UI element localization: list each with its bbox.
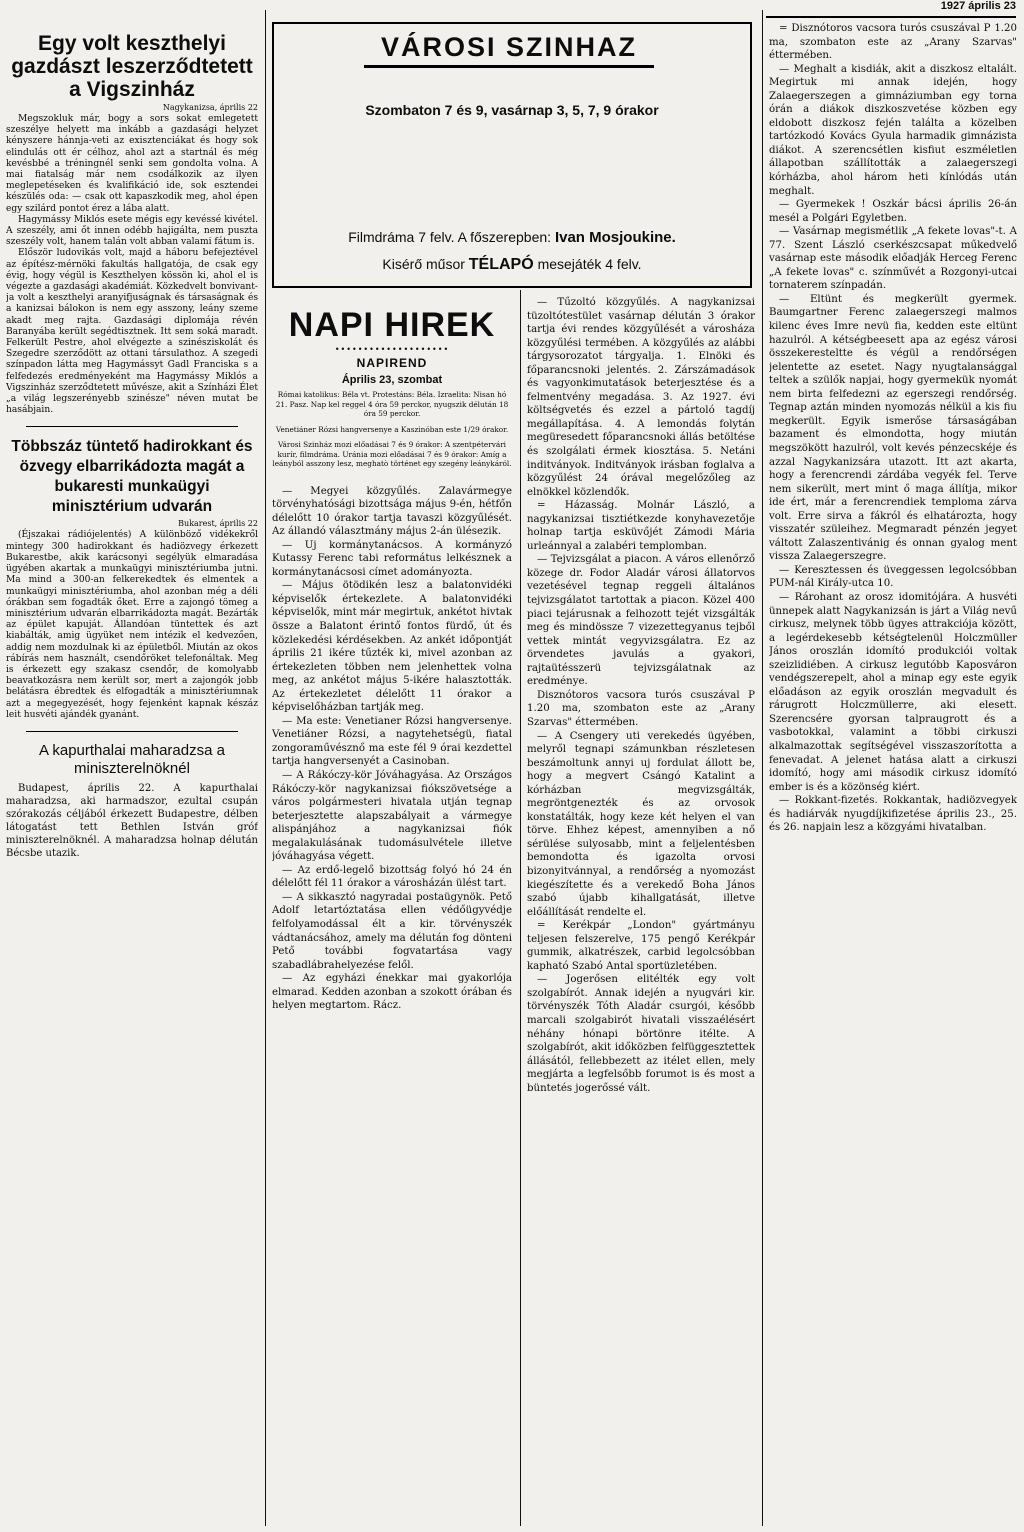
ad-support-line [274, 256, 750, 274]
news-item: — Rárohant az orosz idomitójára. A husvéti ünnepek alatt Nagykanizsán is járt a Világ nevű cirkusz, melynek több ügyes attrakciója között, a legérdekesebb kétségtelenül Holczmüller János oroszlán idomító produkciói voltak szeizlidiében. A cirkusz legutóbb Kaposváron vendégszerepelt, ahol a minap egy este egyik előadáson az egyik oroszlán megvadult és rárugrott Holczmüllerre, aki elesett. Szerencsére gyorsan talpraugrott és a vasbotokkal, valamint a többi cirkuszi alkalmazottak segítségével visszaszorította a fenevadat. A jelenet hatása alatt a cirkuszi idomító, hogy ami második cirkusz idomító ember is és a közönség kiért. [769, 591, 1017, 793]
news-item: — Tejvizsgálat a piacon. A város ellenőrző közege dr. Fodor Aladár városi állatorvos vezetésével tegnap reggeli általános tejvizsgálatot tartottak a piacon. Közel 400 piaci tejárusnak a felhozott tejét vizsgálták meg és mindössze 7 vizezettegyanus tejből vettek mintát vegyvizsgálatra. Ez az örvendetes javulás a gyakori, rajtaütésszerü tejvizsgálatnak az eredménye. [527, 554, 755, 688]
news-item: — Az egyházi énekkar mai gyakorlója elmarad. Kedden azonban a szokott órában és helyen megtartom. Rácz. [272, 973, 512, 1012]
article-title: Egy volt keszthelyi gazdászt leszerződtetett a Vigszinház [11, 32, 253, 101]
article-paragraph: Budapest, április 22. A kapurthalai maharadzsa, aki harmadszor, ezultal csupán szórakozás céljából érkezett Budapestre, délben látogatást tett Bethlen István gróf miniszterelnöknél. A maharadzsa holnap délután Bécsbe utazik. [6, 782, 258, 859]
news-item: — A sikkasztó nagyradai postaügynök. Pető Adolf letartóztatása ellen védőügyvédje felfolyamodással élt a kir. törvényszék vádtanácsához, amely ma délután fog dönteni Pető további fogvatartása vagy szabadlábrahelyezése felől. [272, 891, 512, 971]
news-item: — Vasárnap megismétlik „A fekete lovas"-t. A 77. Szent László cserkészcsapat műkedvelő vasárnap este második előadják Herceg Ferenc „A fekete lovas" c. színművét a Rozgonyi-utcai tornaterem színpadán. [769, 226, 1017, 292]
cinema-advertisement [272, 22, 752, 288]
article-paragraph: Először ludovikás volt, majd a háboru befejeztével az építész-mérnöki fakultás hallgatója, de csak egy évig, hogy végül is Keszthelyen kössön ki, ahol el is végezte a gazdasági akadémiát. Közkedvelt bonvivant-ja volt a keszthelyi aranyifjuságnak és társaságnak és a kanizsai bálokon is nem egy asszony, leány szeme akadt meg rajta. Gazdasági diplomája révén Baranyába került segédtisztnek. Itt sem soká maradt. Felkerült Pestre, ahol elvégezte a szinésziskolát és Szegedre szerződött az ottani társulathoz. A szegedi színpadon látta meg Hagymássyt Gadl Franciska s a felfedezés eredményeként ma Hagymássy Miklós a Vigszinház szerződtetett művésze, akit a Színházi Élet „a világ legszerényebb szinésze" néven mutat be hasábjain. [6, 248, 258, 416]
ad-title: VÁROSI SZINHAZ [364, 32, 654, 68]
column-1 [6, 32, 258, 1532]
column-3 [527, 296, 755, 1532]
news-item: — Ma este: Venetianer Rózsi hangversenye. Venetiáner Rózsi, a nagytehetségü, fiatal zongoraművésznő ma este fél 9 órai kezdettel tartja hangversenyét a Casinoban. [272, 715, 512, 768]
column-rule [265, 10, 266, 1526]
column-4 [769, 22, 1017, 1532]
concert-text: Venetiáner Rózsi hangversenye a Kaszinóban este 1/29 órakor. [275, 424, 509, 434]
news-item: = Házasság. Molnár László, a nagykanizsai tisztiétkezde konyhavezetője holnap tartja esküvőjét Zámodi Mária urleánnyal a zalabéri templomban. [527, 500, 755, 552]
news-item: — Keresztessen és üveggessen legolcsóbban PUM-nál Király-utca 10. [769, 564, 1017, 590]
naprend-date: Április 23, szombat [341, 374, 443, 386]
news-item: = Disznótoros vacsora turós csuszával P 1.20 ma, szombaton este az „Arany Szarvas" éttermében. [769, 23, 1017, 62]
news-item: — Az erdő-legelő bizottság folyó hó 24 én délelőtt fél 11 órakor a városházán ülést tart. [272, 864, 512, 890]
news-item: — Jogerősen elitélték egy volt szolgabírót. Annak idején a nyugvári kir. törvényszék Tóth Aladár csurgói, később marcali szolgabirót hivatali visszaélésért néhány hónapi börtönre itélte. A szolgabírót, akit időközben felfüggesztettek állásától, fellebbezett az itélet ellen, mely megjárta a legfelsőbb forumot is és most a büntetés jogerőssé vált. [527, 974, 755, 1094]
news-item: = Kerékpár „London" gyártmányu teljesen felszerelve, 175 pengő Kerékpár gummik, alkatrészek, carbid legolcsóbban kapható Szabó Antal sportüzletében. [527, 920, 755, 972]
news-item: — A Csengery uti verekedés ügyében, melyről tegnapi számunkban részletesen beszámoltunk annyi uj fordulat állott be, hogy a megvert Csángó Katalint a kórházban megvizsgálták, megröntgenezték és az orvosok konstatálták, hogy keze két helyen el van törve. Ehhez képest, amennyiben a nő sérülése sulyosabb, mint a feljelentésben bemondotta és igazolta orvosi bizonyitvánnyal, a rendőrség a nyomozást kiegészítette és a verekedő Boha János szabó újabb kihallgatását, illetve előállítását rendelte el. [527, 730, 755, 918]
naprend-title: NAPIREND [356, 356, 428, 370]
news-item: — Május ötödikén lesz a balatonvidéki képviselők értekezlete. A balatonvidéki képviselők, mint már megirtuk, ankétot hivtak össze a Balatont érintő fontos fürdő, út és közlekedési kérdésekben. Az ankét időpontját április 21 ikére tűzték ki, mivel azonban az értekezleten többen nem jelenhettek volna meg, az ankétot május 5-ikére halasztották. Az értekezletet délelőtt 11 órakor a képviselőházban tartják meg. [272, 580, 512, 714]
article-byline: Bukarest, április 22 [178, 519, 258, 529]
article-separator [26, 731, 238, 732]
section-title: NAPI HIREK [288, 306, 496, 344]
ad-film-prefix: Filmdráma 7 felv. A főszerepben: [348, 229, 552, 245]
news-item: Disznótoros vacsora turós csuszával P 1.20 ma, szombaton este az „Arany Szarvas" éttermében. [527, 689, 755, 728]
ad-support-prefix: Kisérő műsor [382, 256, 465, 272]
news-item: — Gyermekek ! Oszkár bácsi április 26-án mesél a Polgári Egyletben. [769, 199, 1017, 224]
article-title: A kapurthalai maharadzsa a miniszterelnöknél [39, 741, 225, 777]
news-item: — Rokkant-fizetés. Rokkantak, hadiözvegyek és hadiárvák nyugdíjkifizetése április 23., 25. és 26. napjain lesz a közgyámi hivatalban. [769, 795, 1017, 834]
news-item: — Uj kormánytanácsos. A kormányzó Kutassy Ferenc tabi református lelkésznek a kormánytanácsosi címet adományozta. [272, 539, 512, 578]
calendar-text: Római katolikus: Béla vt. Protestáns: Béla. Izraelita: Nisan hó 21. Pasz. Nap kel reggel 4 óra 59 perckor, nyugszik délután 18 óra 59 perckor. [275, 390, 509, 418]
news-item: — Eltünt és megkerült gyermek. Baumgartner Ferenc zalaegerszegi malmos kilenc éves Imre nevü fia, kedden este eltünt hazulról. A kétségbeesett apa az egész városi összekeresteltte és végül a rendőrségen jelentette az esetet. Nagy nyugtalansággal teltek a szülők napjai, hogy gyermekük nyomát nem birta felfedezni az egerszegi rendőrség. Tegnap aztán minden nyomozás nélkül a kis fiu megkerült. Egyik ismerőse társaságában bazament és elmondotta, hogy miután megszökött hazulról, volt kevés pénzecskéje és azzal Nagykanizsára utazott. Itt azt akarta, hogy a ferencrendi zárdába vegyék fel. Terve nem sikerült, mert mint ő maga állítja, mikor ide ért, már a ferencrendiek temploma zárva volt. Erre sirva a fákról és elhatározta, hogy visszatér szüleihez. Megmaradt pénzén jegyet váltott Zalaszentivánig és onnan gyalog ment vissza Zalaegerszegre. [769, 293, 1017, 563]
ad-support-title: TÉLAPÓ [468, 256, 534, 273]
article-paragraph: Megszokluk már, bogy a sors sokat emlegetett szeszélye helyett ma inkább a gazdasági helyzet kényszere hánnja-veti az exisztenciákat és hogy sok elindulás ott ér célhoz, ahol azt a startnál és még kevésbbé a tréningnél senki sem gondolta volna. A mai fiatalság már nem csodálkozik az ilyen meglepetéseken és kvalifikáció ide, sok esztendei készülés oda: — csak ott kapaszkodik meg, ahol épen egy szilárd pontot érez a lába alatt. [6, 114, 258, 214]
ad-support-suffix: mesejáték 4 felv. [537, 256, 642, 272]
article-paragraph: (Éjszakai rádiójelentés) A különböző vidékekről mintegy 300 hadirokkant és hadiözvegy érkezett Bukarestbe, akik karácsonyi segélyük elmaradása ügyében akartak a munkaügyi minisztériumba jutni. Ma mind a 300-an felkerekedtek és elmentek a munkaügyi minisztériumba, ahol azonban még a déli órákban sem fogadták őket. Erre a zajongó tömeg a minisztérium udvarán elbarrikádozta magát. Bezárták az épület kapuját. Állandóan tüntettek és azt kiabálták, amig ügyüket nem intézik el kedvezően, addig nem mozdulnak ki az épületből. Miután az okos rábírás nem használt, csendőröket telefonáltak. Meg is érkezett egy szakasz csendőr, de komolyabb beavatkozásra nem került sor, mert a zajongók jobb belátásra ébredtek és elfogadták a minisztériumnak azt a megegyezését, hogy fejenként kapnak készáz leit husvéti ajándék gyanánt. [6, 530, 258, 720]
news-item: — A Rákóczy-kör Jóváhagyása. Az Országos Rákóczy-kör nagykanizsai fiókszövetsége a város polgármesteri hivatala utján tegnap beterjesztette alapszabályait a vármegye alispánjához a nagykanizsai fiók megalakulásának tudomásulvétele illetve jóváhagyása végett. [272, 769, 512, 863]
cinema-text: Városi Szinház mozi előadásai 7 és 9 órakor: A szentpétervári kurír, filmdráma. Uránia mozi előadásai 7 és 9 órakor: Amíg a leányból asszony lesz, meghatò történet egy szegény leánykáról. [272, 440, 512, 468]
news-item: — Meghalt a kisdiák, akit a diszkosz eltalált. Megirtuk mi annak idején, hogy Zalaegerszegen a gimnáziumban egy torna órán a diákok diszkoszvetése közben egy eldobott diszkosz fején találta a közelben tartózkodó Kovács Gyula harmadik gimnázista diákot. A szerencsétlen kisfiut eszméletlen állapotban szállították a zalaegerszegi kórházba, ahol három heti kínlódás után meghalt. [769, 63, 1017, 197]
ad-film-star: Ivan Mosjoukine. [554, 229, 676, 246]
article-title: Többszáz tüntető hadirokkant és özvegy elbarrikádozta magát a bukaresti munkaügyi minisztérium udvarán [11, 438, 253, 516]
ad-schedule: Szombaton 7 és 9, vasárnap 3, 5, 7, 9 órakor [365, 102, 659, 118]
article-paragraph: Hagymássy Miklós esete mégis egy kevéssé kivétel. A szeszély, ami őt innen odébb hajigálta, nem puszta szeszély volt, hanem talán volt abban valami fátum is. [6, 214, 258, 248]
column-2 [272, 300, 512, 1532]
news-item: — Megyei közgyűlés. Zalavármegye törvényhatósági bizottsága május 9-én, hétfőn délelőtt 10 órakor tartja tavaszi közgyűlését. Az állandó választmány május 2-án ülésezik. [272, 485, 512, 538]
column-rule [762, 10, 763, 1526]
ad-film-line [274, 229, 750, 246]
dots-divider: •••••••••••••••••••• [334, 345, 450, 354]
article-separator [26, 426, 238, 427]
page-header-date: 1927 április 23 [766, 0, 1016, 18]
news-item: — Tűzoltó közgyűlés. A nagykanizsai tüzoltótestület vasárnap délután 3 órakor tartja évi rendes közgyűlését a városháza közgyűlési termében. A közgyűlés az alábbi tárgysorozatot tárgyalja. 1. Elnöki és főparancsnoki jelentés. 2. Zárszámadások és vagyonkimutatások beterjesztése és a felmentvény megadása. 3. Az 1927. évi költségvetés és ezzel a pártoló tagdíj megállapítása. 4. A lemondás folytán megüresedett főparancsnoki állás betöltése és szolgálati érmek kiosztása. 5. Netáni inditványok. Inditványok irásban foglalva a közgyűlést 24 órával megelőzőleg az elnökkel közlendők. [527, 297, 755, 498]
column-rule [520, 290, 521, 1526]
article-byline: Nagykanizsa, április 22 [162, 103, 258, 112]
